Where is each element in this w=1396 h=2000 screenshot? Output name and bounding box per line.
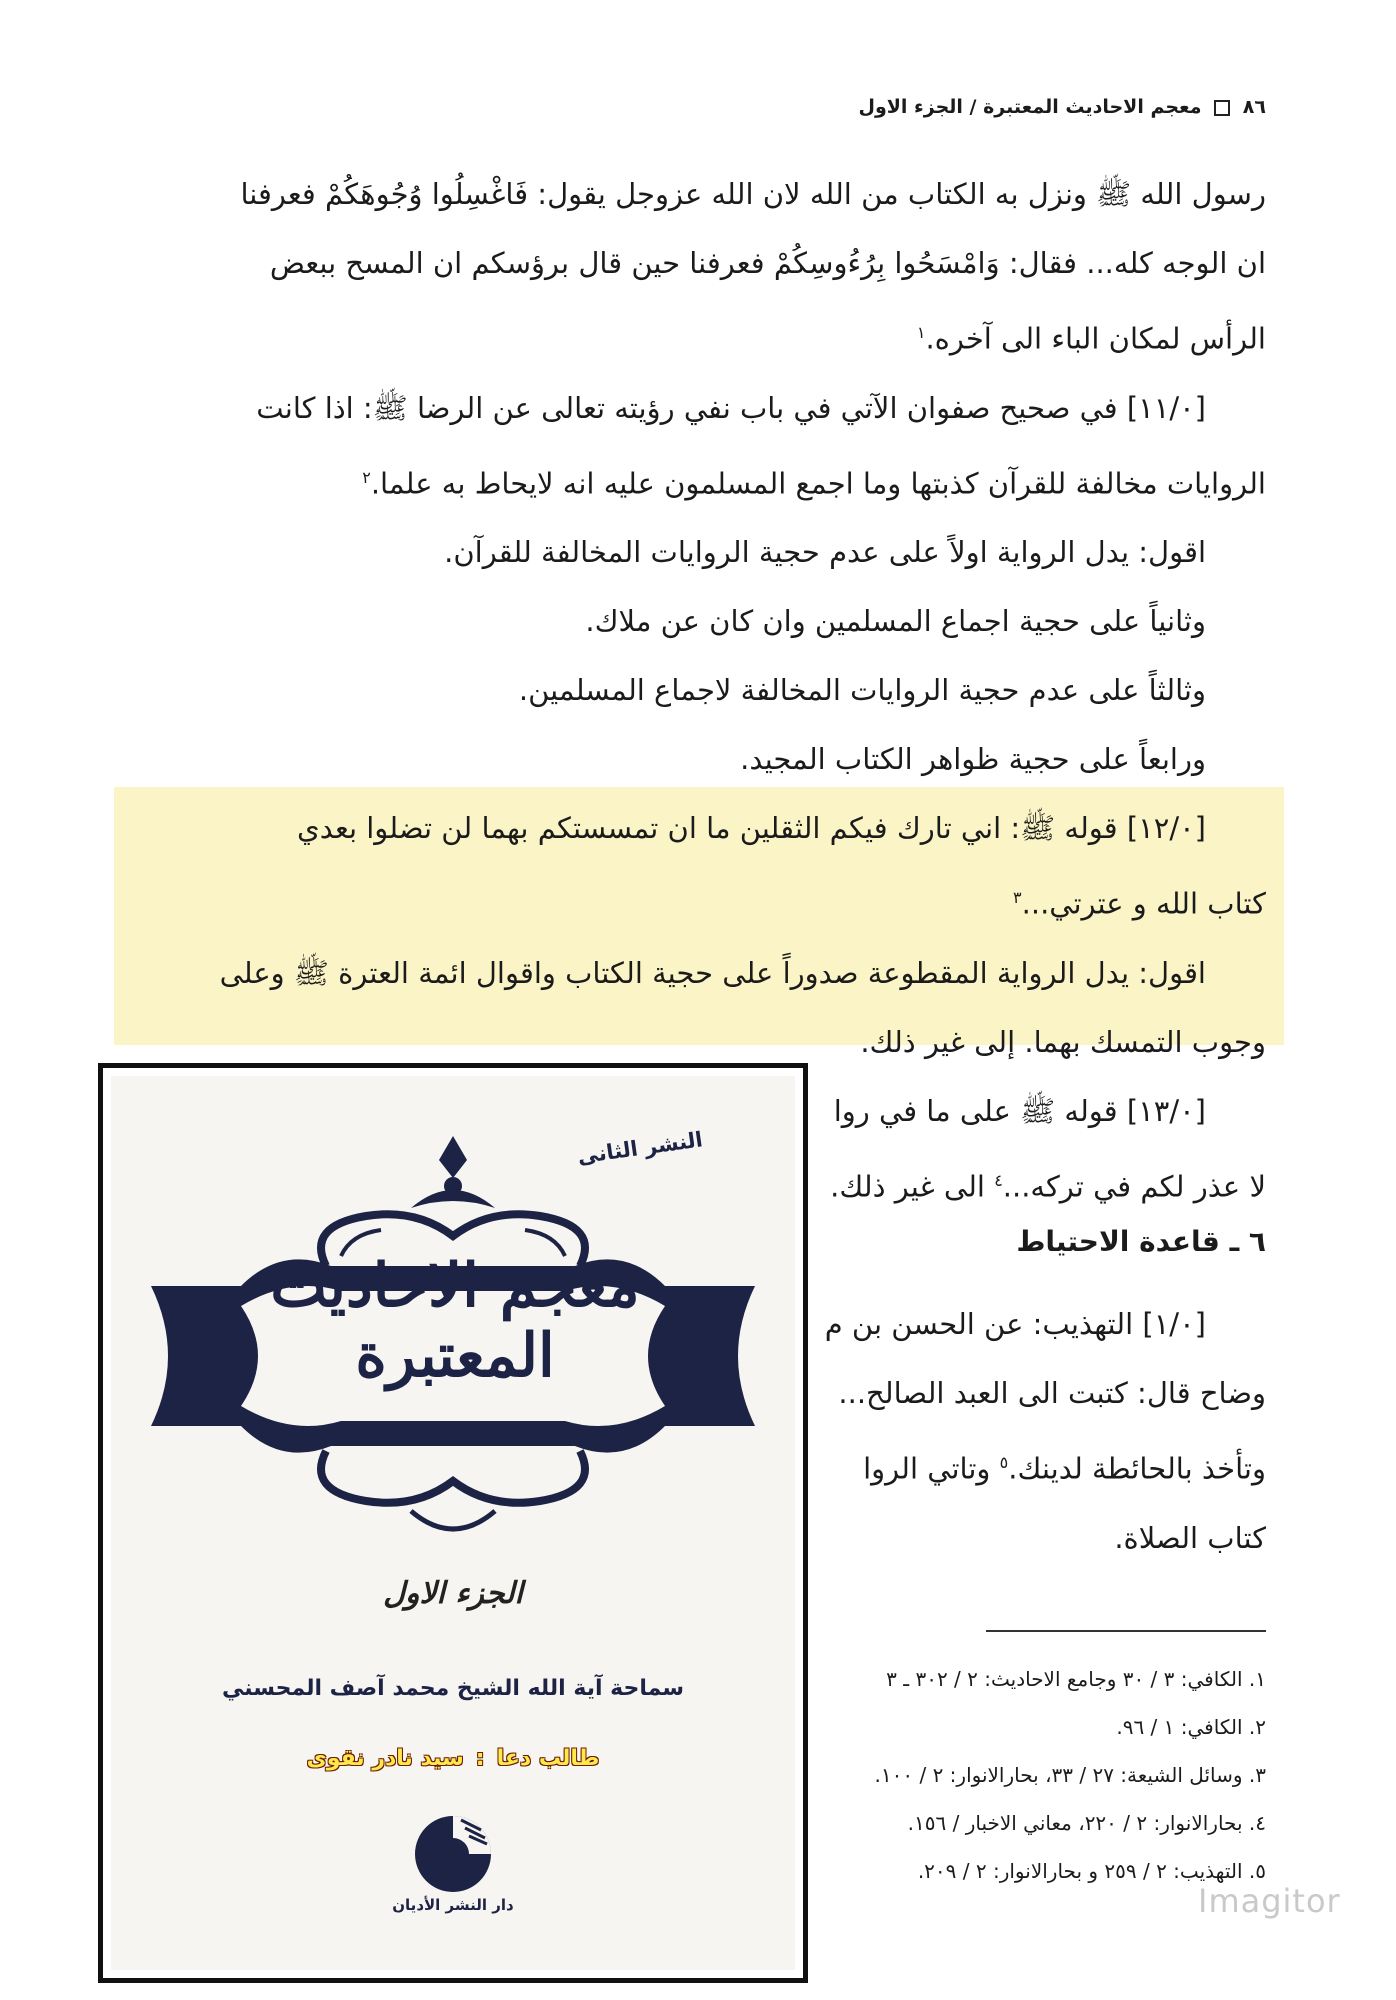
page-number: ٨٦ — [1242, 96, 1266, 118]
section-line-tail: وتاتي الروا — [863, 1451, 1000, 1486]
text-line-text: لا عذر لكم في تركه... — [1002, 1169, 1266, 1204]
page-header — [858, 96, 1266, 118]
footnotes — [736, 1655, 1266, 1895]
text-line-text: ورابعاً على حجية ظواهر الكتاب المجيد. — [740, 742, 1206, 777]
text-line — [126, 160, 1266, 229]
text-line-text: وجوب التمسك بهما. إلى غير ذلك. — [860, 1024, 1266, 1059]
footnote-item: ٤. بحارالانوار: ٢ / ٢٢٠، معاني الاخبار / ١٥٦. — [907, 1811, 1266, 1835]
publisher-logo-icon — [403, 1806, 503, 1896]
section-line — [756, 1428, 1266, 1504]
text-line-text: وثالثاً على عدم حجية الروايات المخالفة لاجماع المسلمين. — [518, 673, 1206, 708]
section-line-text: وتأخذ بالحائطة لدينك. — [1008, 1451, 1266, 1486]
text-line-text: كتاب الله و عترتي... — [1021, 886, 1266, 921]
text-line-text: اقول: يدل الرواية اولاً على عدم حجية الروايات المخالفة للقرآن. — [444, 535, 1206, 570]
text-line-text: [١١/٠] في صحيح صفوان الآتي في باب نفي رؤيته تعالى عن الرضا ﷺ: اذا كانت — [256, 390, 1206, 425]
footnote-item: ٢. الكافي: ١ / ٩٦. — [1116, 1715, 1266, 1739]
text-line — [126, 939, 1266, 1008]
text-line-text: الروايات مخالفة للقرآن كذبتها وما اجمع المسلمون عليه انه لايحاط به علما. — [370, 466, 1266, 501]
section-line — [756, 1504, 1266, 1573]
section-title: ٦ ـ قاعدة الاحتياط — [1016, 1225, 1266, 1258]
text-line-text: وثانياً على حجية اجماع المسلمين وان كان عن ملاك. — [585, 604, 1206, 639]
section-text — [756, 1290, 1266, 1573]
section-line — [756, 1290, 1266, 1359]
book-cover-frame — [98, 1063, 808, 1983]
section-line-text: [١/٠] التهذيب: عن الحسن بن م — [824, 1307, 1206, 1341]
text-line-text: [١٣/٠] قوله ﷺ على ما في روا — [833, 1093, 1206, 1128]
section-line — [756, 1359, 1266, 1428]
book-title: معجم الاحاديث المعتبرة — [270, 1251, 640, 1391]
text-line-text: اقول: يدل الرواية المقطوعة صدوراً على حجية الكتاب واقوال ائمة العترة ﷺ وعلى — [219, 955, 1206, 990]
footnote-item: ٣. وسائل الشيعة: ٢٧ / ٣٣، بحارالانوار: ٢ / ١٠٠. — [874, 1763, 1266, 1787]
book-part: الجزء الاول — [383, 1576, 523, 1611]
requester-caption — [111, 1746, 795, 1771]
watermark: Imagitor — [1198, 1882, 1341, 1920]
publisher-name: دار النشر الأديان — [392, 1896, 514, 1914]
section-line-text: وضاح قال: كتبت الى العبد الصالح... — [838, 1376, 1266, 1410]
text-line — [126, 725, 1266, 794]
text-line-text: رسول الله ﷺ ونزل به الكتاب من الله لان الله عزوجل يقول: فَاغْسِلُوا وُجُوهَكُمْ فعرفنا — [240, 177, 1266, 211]
text-line — [126, 863, 1266, 939]
footnote-marker: ٥ — [999, 1453, 1009, 1472]
text-line-text: الرأس لمكان الباء الى آخره. — [925, 321, 1266, 356]
text-line — [126, 374, 1266, 443]
text-line — [126, 443, 1266, 519]
text-line — [126, 587, 1266, 656]
footnote-marker: ٢ — [362, 467, 371, 487]
footnote-item: ٥. التهذيب: ٢ / ٢٥٩ و بحارالانوار: ٢ / ٢٠٩. — [917, 1859, 1266, 1883]
footnote-item: ١. الكافي: ٣ / ٣٠ وجامع الاحاديث: ٢ / ٣٠٢ ـ ٣ — [886, 1667, 1266, 1691]
text-line — [126, 229, 1266, 298]
book-cover — [111, 1076, 795, 1970]
footnote-divider — [986, 1630, 1266, 1632]
footnote-marker: ٤ — [994, 1170, 1003, 1190]
requester-name: سيد نادر نقوى — [306, 1746, 464, 1771]
text-line — [126, 656, 1266, 725]
footnote-marker: ٣ — [1013, 888, 1022, 908]
text-line — [126, 794, 1266, 863]
text-line — [126, 298, 1266, 374]
running-title: معجم الاحاديث المعتبرة / الجزء الاول — [858, 96, 1202, 118]
edition-label: النشر الثانی — [575, 1127, 705, 1169]
text-line-text: [١٢/٠] قوله ﷺ: اني تارك فيكم الثقلين ما ان تمسستكم بهما لن تضلوا بعدي — [297, 811, 1206, 846]
requester-separator: : — [475, 1746, 485, 1771]
book-author: سماحة آية الله الشيخ محمد آصف المحسني — [221, 1676, 685, 1701]
square-icon — [1214, 100, 1230, 116]
text-line — [126, 518, 1266, 587]
section-line-text: كتاب الصلاة. — [1114, 1520, 1266, 1555]
text-line-text: ان الوجه كله... فقال: وَامْسَحُوا بِرُءُوسِكُمْ فعرفنا حين قال برؤسكم ان المسح ببعض — [269, 246, 1266, 280]
requester-label: طالب دعا — [496, 1746, 600, 1771]
text-line-tail: الى غير ذلك. — [830, 1169, 995, 1204]
footnote-marker: ١ — [916, 323, 926, 342]
